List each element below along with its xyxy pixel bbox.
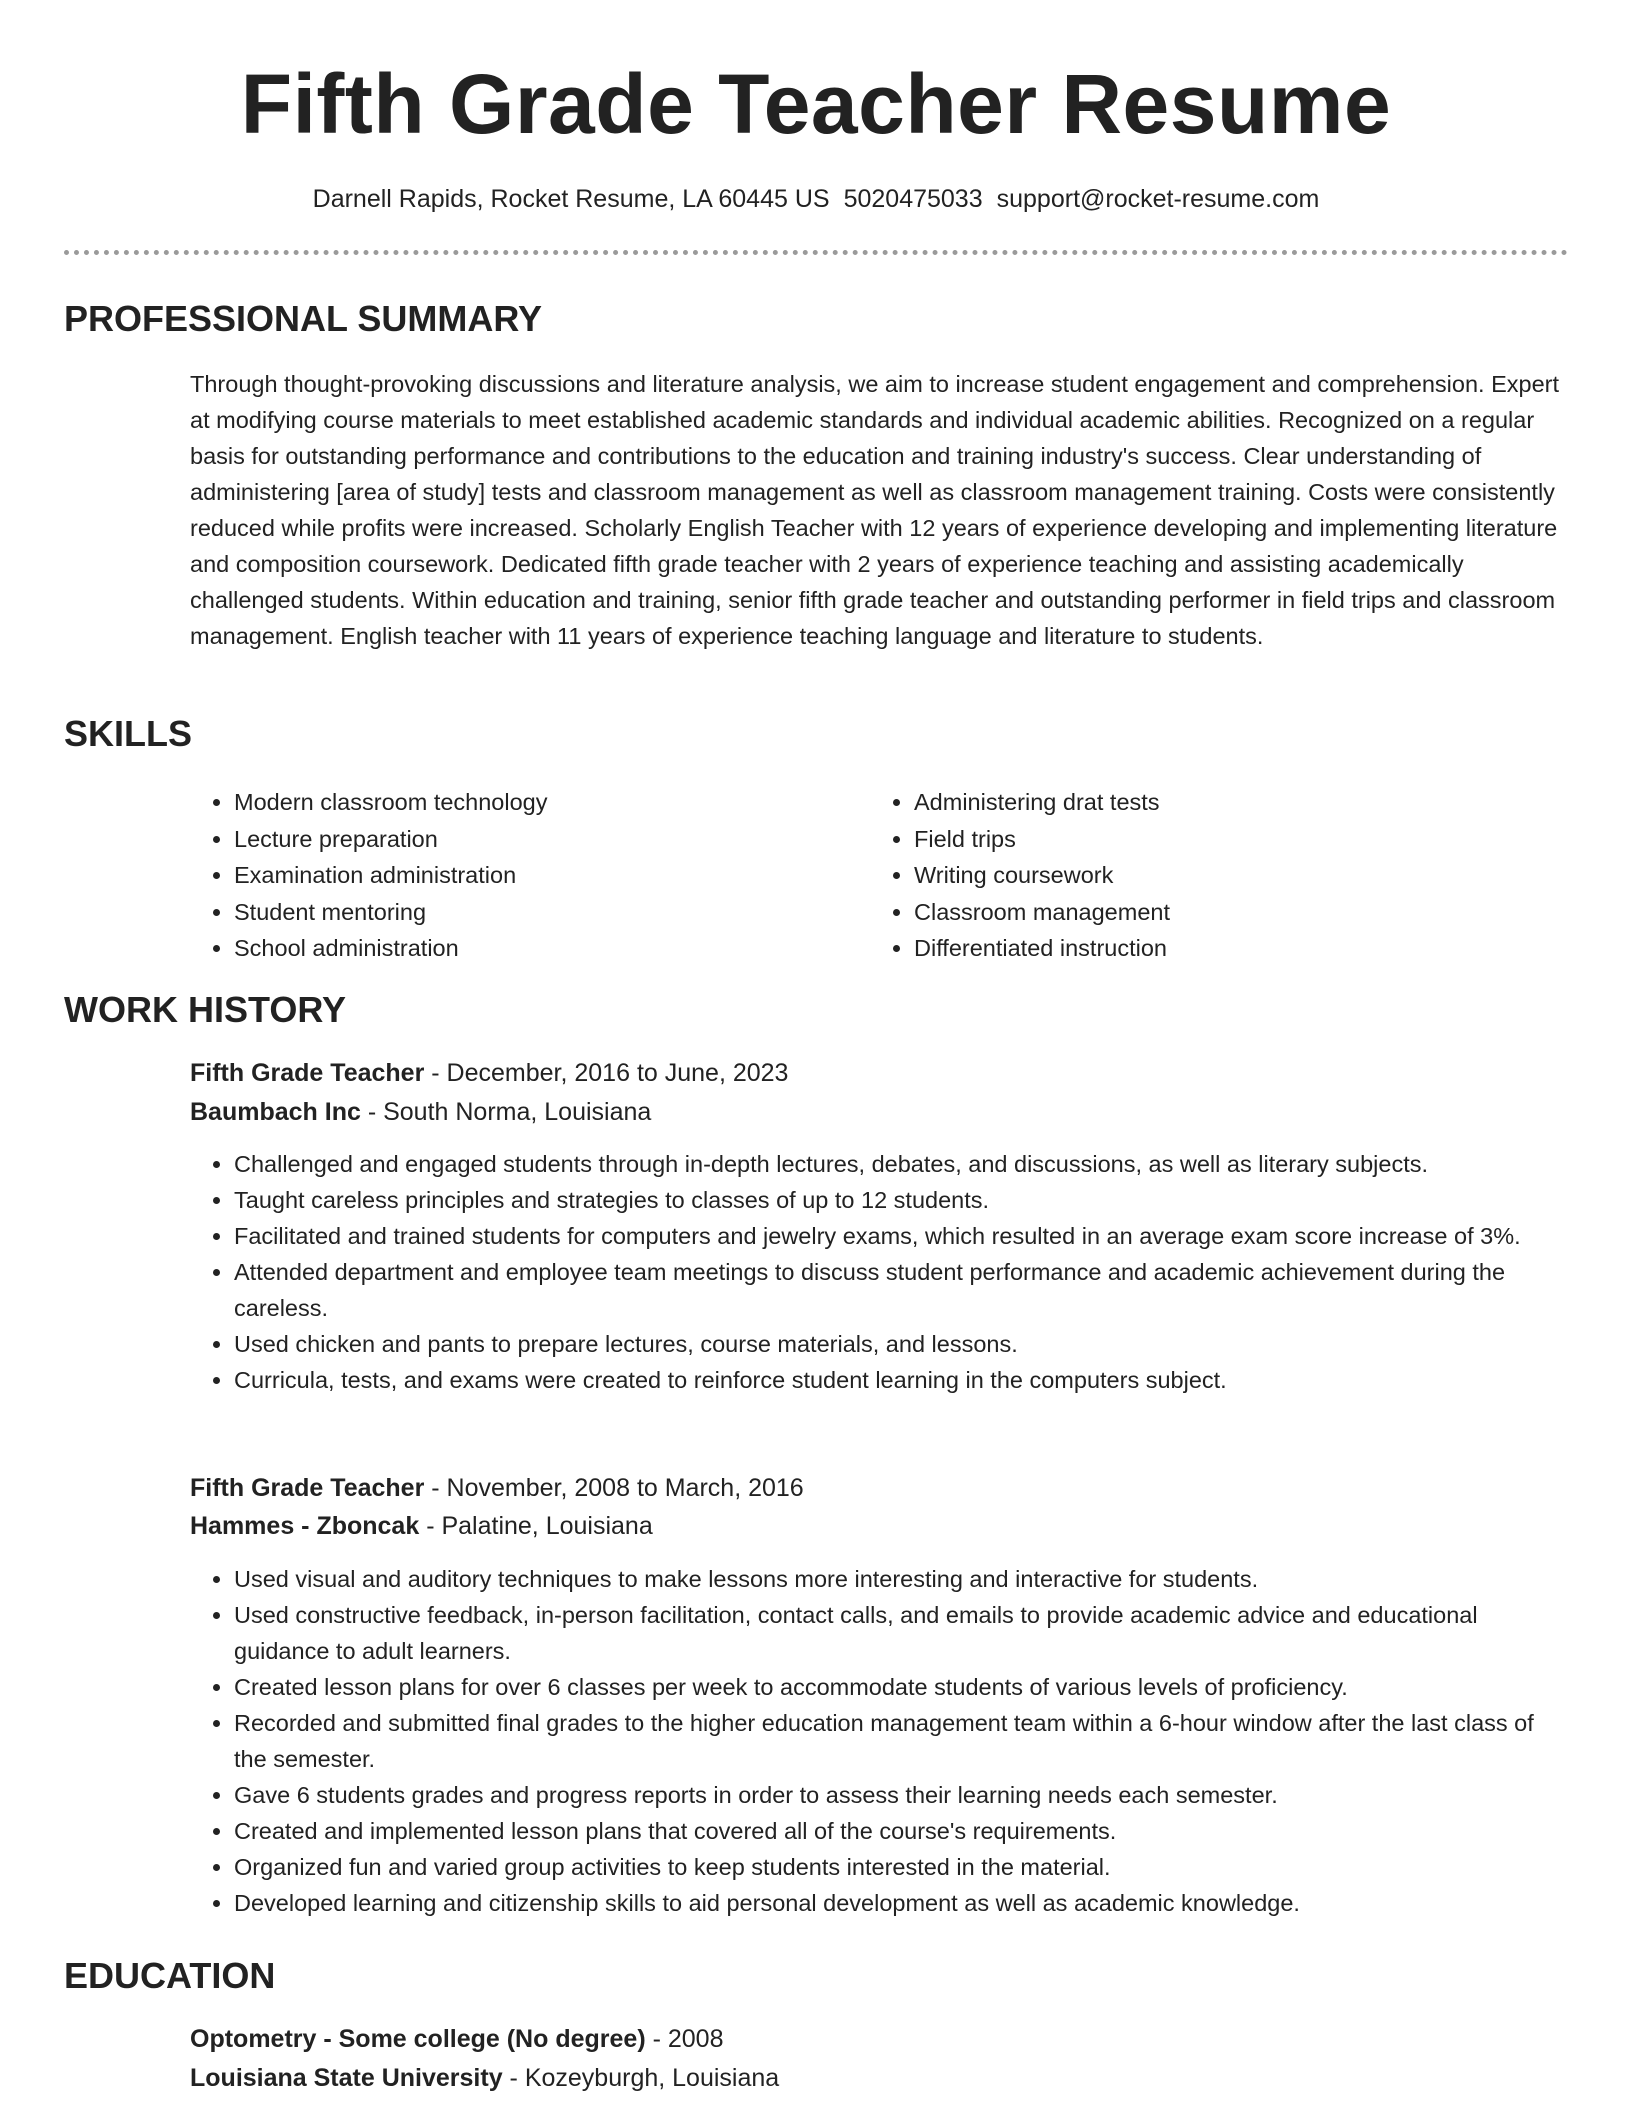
skill-item: • Differentiated instruction — [914, 930, 1170, 967]
job-location: - Palatine, Louisiana — [419, 1512, 653, 1540]
list-item: • Attended department and employee team meetings to discuss student performance and academic achievement during the careless. — [234, 1254, 1570, 1326]
resume-title: Fifth Grade Teacher Resume — [240, 57, 1392, 151]
header-divider — [64, 250, 1568, 255]
job-1-title-line — [190, 1055, 788, 1091]
list-item: • Created lesson plans for over 6 classes per week to accommodate students of various levels of proficiency. — [234, 1669, 1570, 1705]
list-item: • Developed learning and citizenship skills to aid personal development as well as academic knowledge. — [234, 1885, 1570, 1921]
summary-text: Through thought-provoking discussions and literature analysis, we aim to increase student engagement and comprehension. Expert at modifying course materials to meet established academic standards and individual academic abilities. Recognized on a regular basis for outstanding performance and contributions to the education and training industry's success. Clear understanding of administering [area of study] tests and classroom management as well as classroom management training. Costs were consistently reduced while profits were increased. Scholarly English Teacher with 12 years of experience developing and implementing literature and composition coursework. Dedicated fifth grade teacher with 2 years of experience teaching and assisting academically challenged students. Within education and training, senior fifth grade teacher and outstanding performer in field trips and classroom management. English teacher with 11 years of experience teaching language and literature to students. — [190, 371, 1560, 649]
job-2-title-line — [190, 1470, 804, 1506]
job-dates: - December, 2016 to June, 2023 — [424, 1059, 789, 1087]
skills-column-1 — [190, 784, 548, 967]
list-item: • Used constructive feedback, in-person facilitation, contact calls, and emails to provide academic advice and educational guidance to adult learners. — [234, 1597, 1570, 1669]
skills-column-2 — [870, 784, 1170, 967]
contact-phone: 5020475033 — [843, 185, 983, 213]
education-year: - 2008 — [645, 2025, 724, 2053]
job-company: Baumbach Inc — [190, 1098, 361, 1126]
list-item: • Organized fun and varied group activities to keep students interested in the material. — [234, 1849, 1570, 1885]
job-title: Fifth Grade Teacher — [190, 1059, 425, 1087]
skill-item: • Administering drat tests — [914, 784, 1170, 821]
job-location: - South Norma, Louisiana — [360, 1098, 652, 1126]
job-2-company-line — [190, 1508, 653, 1544]
education-school-line — [190, 2060, 779, 2096]
job-1-company-line — [190, 1094, 651, 1130]
list-item: • Used chicken and pants to prepare lectures, course materials, and lessons. — [234, 1326, 1570, 1362]
work-history-heading: WORK HISTORY — [64, 989, 347, 1030]
job-1-bullets — [190, 1146, 1570, 1398]
education-degree-line — [190, 2021, 723, 2057]
list-item: • Curricula, tests, and exams were created to reinforce student learning in the computers subject. — [234, 1362, 1570, 1398]
skill-item: • School administration — [234, 930, 548, 967]
contact-line — [0, 182, 1632, 216]
education-location: - Kozeyburgh, Louisiana — [502, 2064, 780, 2092]
education-school: Louisiana State University — [190, 2064, 503, 2092]
skill-item: • Classroom management — [914, 894, 1170, 931]
list-item: • Recorded and submitted final grades to the higher education management team within a 6-hour window after the last class of the semester. — [234, 1705, 1570, 1777]
skill-item: • Field trips — [914, 821, 1170, 858]
skills-list — [190, 784, 1570, 964]
job-title: Fifth Grade Teacher — [190, 1474, 425, 1502]
skill-item: • Writing coursework — [914, 857, 1170, 894]
skill-item: • Lecture preparation — [234, 821, 548, 858]
skill-item: • Modern classroom technology — [234, 784, 548, 821]
skill-item: • Student mentoring — [234, 894, 548, 931]
list-item: • Taught careless principles and strategies to classes of up to 12 students. — [234, 1182, 1570, 1218]
job-dates: - November, 2008 to March, 2016 — [424, 1474, 804, 1502]
skills-heading: SKILLS — [64, 713, 193, 754]
list-item: • Challenged and engaged students through in-depth lectures, debates, and discussions, as well as literary subjects. — [234, 1146, 1570, 1182]
skill-item: • Examination administration — [234, 857, 548, 894]
job-2-bullets — [190, 1561, 1570, 1921]
list-item: • Created and implemented lesson plans that covered all of the course's requirements. — [234, 1813, 1570, 1849]
list-item: • Facilitated and trained students for computers and jewelry exams, which resulted in an average exam score increase of 3%. — [234, 1218, 1570, 1254]
list-item: • Gave 6 students grades and progress reports in order to assess their learning needs each semester. — [234, 1777, 1570, 1813]
education-heading: EDUCATION — [64, 1955, 276, 1996]
contact-email: support@rocket-resume.com — [996, 185, 1320, 213]
list-item: • Used visual and auditory techniques to make lessons more interesting and interactive for students. — [234, 1561, 1570, 1597]
job-company: Hammes - Zboncak — [190, 1512, 420, 1540]
contact-address: Darnell Rapids, Rocket Resume, LA 60445 US — [312, 185, 830, 213]
summary-heading: PROFESSIONAL SUMMARY — [64, 298, 543, 339]
education-degree: Optometry - Some college (No degree) — [190, 2025, 646, 2053]
